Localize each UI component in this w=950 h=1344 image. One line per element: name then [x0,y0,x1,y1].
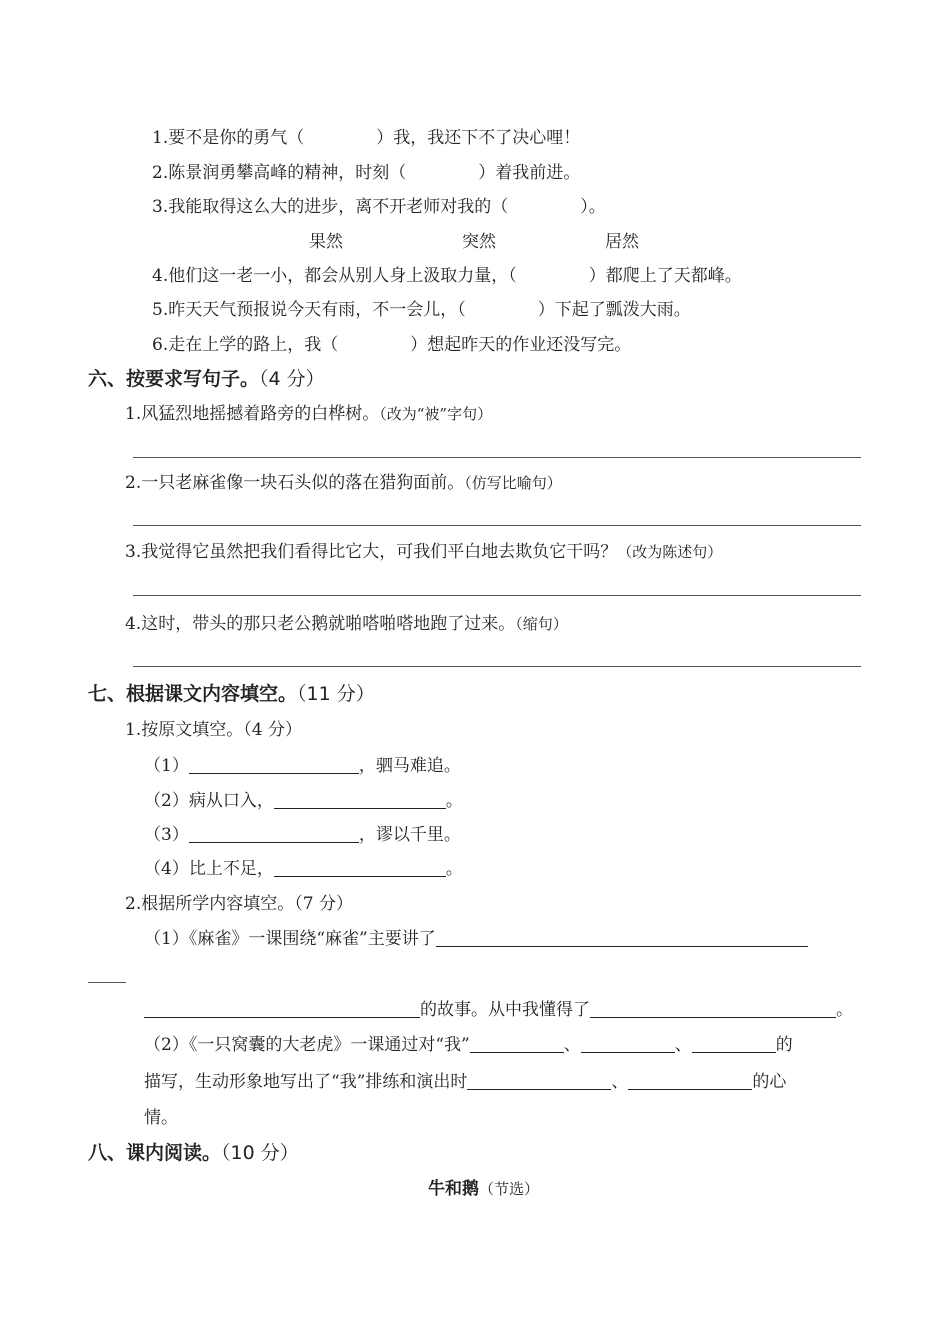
fill-item-6: 6.走在上学的路上，我（ ）想起昨天的作业还没写完。 [152,335,632,355]
content-question-2b: 描写，生动形象地写出了“我”排练和演出时 、 的心 [144,1072,787,1092]
rewrite-question-2: 2.一只老麻雀像一块石头似的落在猎狗面前。（仿写比喻句） [125,473,562,493]
answer-blank[interactable] [590,999,836,1018]
answer-blank[interactable] [470,1034,564,1053]
recite-line-4: （4）比上不足， 。 [144,859,463,879]
answer-blank[interactable] [436,928,808,947]
content-question-2a: （2）《一只窝囊的大老虎》一课通过对“我” 、 、 的 [144,1035,793,1055]
word-option-2: 突然 [462,232,496,252]
wrap-line-stub [88,982,126,983]
content-question-1a: （1）《麻雀》一课围绕“麻雀”主要讲了 [144,928,808,950]
recite-line-1: （1） ，驷马难追。 [144,756,461,776]
answer-blank[interactable] [144,999,420,1018]
answer-blank[interactable] [581,1034,675,1053]
section-7-heading: 七、根据课文内容填空。（11 分） [88,683,375,705]
fill-item-5: 5.昨天天气预报说今天有雨，不一会儿，（ ）下起了瓢泼大雨。 [152,300,691,320]
part-1-title: 1.按原文填空。（4 分） [125,720,302,740]
recite-line-2: （2）病从口入， 。 [144,791,463,811]
answer-blank[interactable] [467,1071,611,1090]
reading-title: 牛和鹅（节选） [428,1179,540,1199]
word-option-3: 居然 [605,232,639,252]
recite-line-3: （3） ，谬以千里。 [144,825,461,845]
content-question-2c: 情。 [144,1108,178,1128]
fill-item-3: 3.我能取得这么大的进步，离不开老师对我的（ ）。 [152,197,606,217]
fill-item-4: 4.他们这一老一小，都会从别人身上汲取力量，（ ）都爬上了天都峰。 [152,266,742,286]
fill-item-1: 1.要不是你的勇气（ ）我，我还下不了决心哩！ [152,128,581,148]
answer-line[interactable] [133,525,861,526]
answer-blank[interactable] [274,858,446,877]
fill-item-2: 2.陈景润勇攀高峰的精神，时刻（ ）着我前进。 [152,163,581,183]
answer-blank[interactable] [628,1071,752,1090]
content-question-1b: 的故事。从中我懂得了 。 [144,999,853,1021]
section-8-heading: 八、课内阅读。（10 分） [88,1142,299,1164]
answer-blank[interactable] [274,790,446,809]
rewrite-question-1: 1.风猛烈地摇撼着路旁的白桦树。（改为“被”字句） [125,404,493,424]
answer-line[interactable] [133,666,861,667]
section-6-heading: 六、按要求写句子。（4 分） [88,368,325,390]
rewrite-question-3: 3.我觉得它虽然把我们看得比它大，可我们平白地去欺负它干吗？（改为陈述句） [125,542,723,562]
word-option-1: 果然 [309,232,343,252]
answer-blank[interactable] [189,824,359,843]
answer-blank[interactable] [189,755,359,774]
rewrite-question-4: 4.这时，带头的那只老公鹅就啪嗒啪嗒地跑了过来。（缩句） [125,614,568,634]
answer-blank[interactable] [692,1034,776,1053]
answer-line[interactable] [133,457,861,458]
answer-line[interactable] [133,595,861,596]
part-2-title: 2.根据所学内容填空。（7 分） [125,894,353,914]
